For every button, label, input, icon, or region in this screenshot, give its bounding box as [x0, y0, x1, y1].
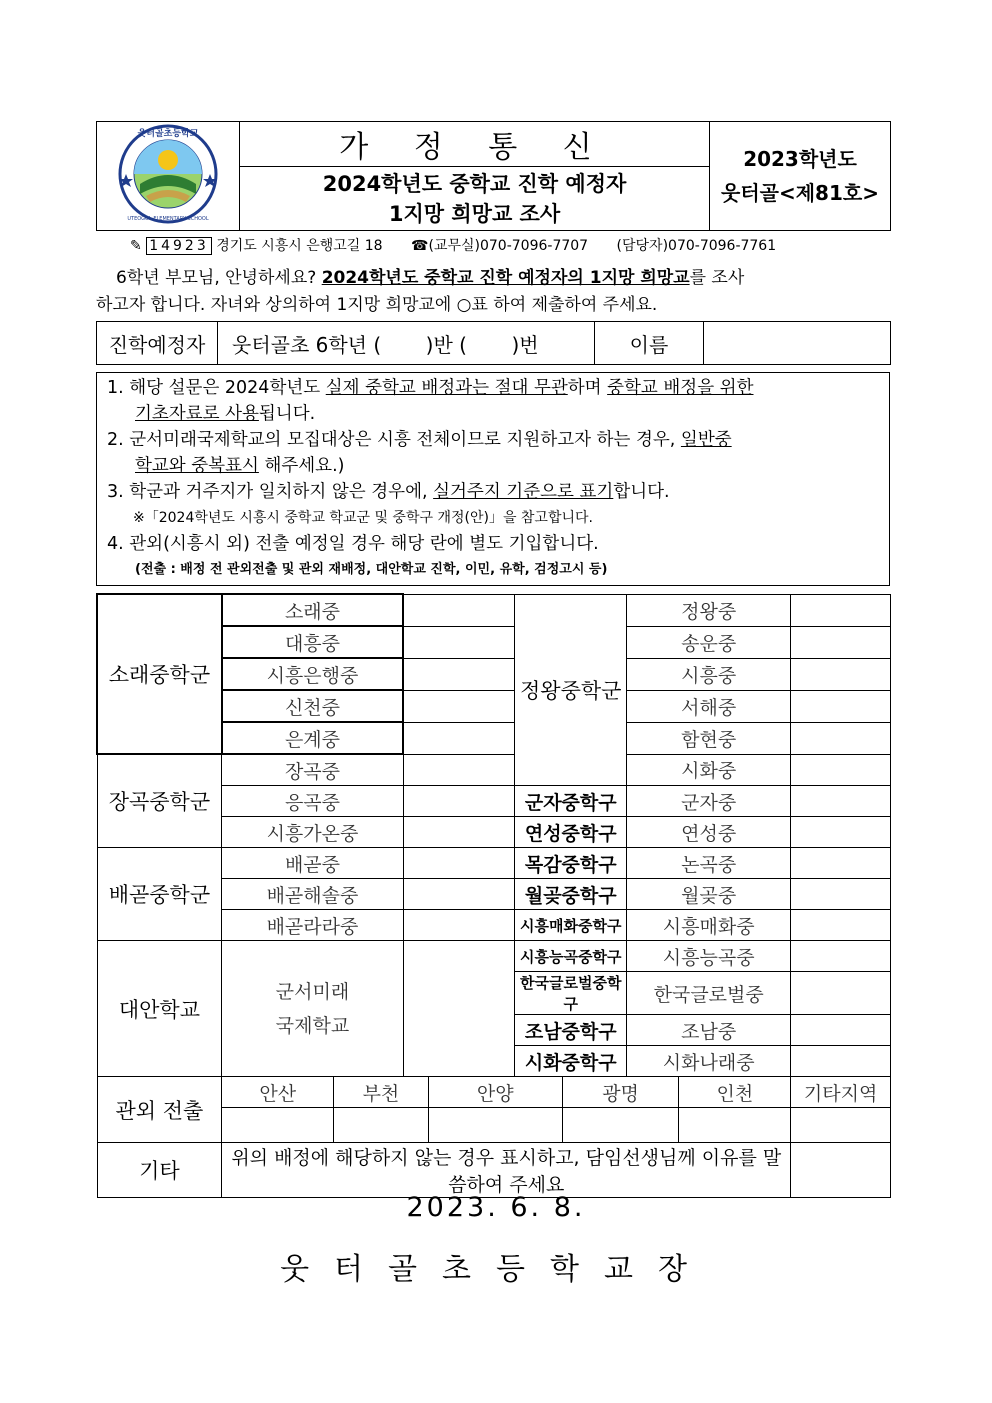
address-line	[130, 235, 890, 255]
school-name: 군자중	[627, 786, 791, 817]
logo-text-top: 웃터골초등학교	[137, 129, 199, 139]
notice-1f: 됩니다.	[258, 404, 316, 424]
region-name: 부천	[334, 1077, 429, 1108]
district-name: 시흥능곡중학구	[515, 941, 627, 972]
group-jeongwang: 정왕중학군	[515, 594, 627, 786]
choice-cell[interactable]	[403, 817, 515, 848]
school-name: 조남중	[627, 1015, 791, 1046]
phone-office: (교무실)070-7096-7707	[428, 238, 589, 254]
alt-school-name	[222, 941, 403, 1077]
choice-cell[interactable]	[403, 594, 515, 626]
district-name: 조남중학구	[515, 1015, 627, 1046]
intro-paragraph	[96, 265, 893, 319]
name-label: 이름	[595, 322, 704, 365]
phone-icon: ☎	[411, 238, 429, 254]
region-input[interactable]	[428, 1108, 562, 1143]
postcode: 14923	[146, 237, 212, 255]
school-name: 송운중	[627, 626, 791, 658]
intro-text-a: 6학년 부모님, 안녕하세요?	[116, 268, 322, 288]
notice-4: 4. 관외(시흥시 외) 전출 예정일 경우 해당 란에 별도 기입합니다.	[107, 534, 599, 554]
group-baegot: 배곧중학군	[97, 848, 222, 941]
other-label: 기타	[97, 1143, 222, 1198]
school-name: 시흥은행중	[222, 658, 403, 690]
choice-cell[interactable]	[791, 658, 891, 690]
choice-cell[interactable]	[791, 786, 891, 817]
choice-cell[interactable]	[791, 754, 891, 786]
school-name: 한국글로벌중	[627, 972, 791, 1015]
intro-text-b: 2024학년도 중학교 진학 예정자의 1지망 희망교	[321, 268, 690, 288]
school-name: 서해중	[627, 690, 791, 722]
school-name: 월곶중	[627, 879, 791, 910]
issue-info	[710, 122, 891, 231]
school-name: 배곧중	[222, 848, 403, 879]
choice-cell[interactable]	[791, 1015, 891, 1046]
region-input[interactable]	[222, 1108, 334, 1143]
notice-3-note: ※「2024학년도 시흥시 중학교 학교군 및 중학구 개정(안)」을 참고합니다.	[133, 510, 593, 526]
group-jangok: 장곡중학군	[97, 754, 222, 848]
issue-number: 웃터골<제81호>	[721, 181, 879, 205]
notice-box	[96, 372, 890, 586]
region-input[interactable]	[334, 1108, 429, 1143]
school-year: 2023학년도	[743, 147, 857, 171]
school-logo-cell	[97, 122, 240, 231]
choice-cell[interactable]	[403, 848, 515, 879]
choice-cell[interactable]	[791, 848, 891, 879]
school-name: 논곡중	[627, 848, 791, 879]
notice-1a: 1. 해당 설문은 2024학년도	[107, 378, 326, 398]
issue-date: 2023. 6. 8.	[406, 1192, 586, 1223]
student-info-table	[96, 321, 891, 365]
school-name: 시흥가온중	[222, 817, 403, 848]
group-sorae: 소래중학군	[97, 594, 222, 754]
choice-cell[interactable]	[403, 626, 515, 658]
notice-1c: 하며	[567, 378, 608, 398]
district-name: 목감중학구	[515, 848, 627, 879]
school-name: 장곡중	[222, 754, 403, 786]
school-name: 응곡중	[222, 786, 403, 817]
choice-cell[interactable]	[403, 879, 515, 910]
district-name: 군자중학구	[515, 786, 627, 817]
choice-cell[interactable]	[791, 1046, 891, 1077]
notice-3b: 실거주지 기준으로 표기	[433, 482, 614, 502]
school-name: 시화나래중	[627, 1046, 791, 1077]
choice-cell[interactable]	[791, 626, 891, 658]
notice-3c: 합니다.	[613, 482, 670, 502]
notice-1d: 중학교 배정을 위한	[607, 378, 754, 398]
school-choice-table	[96, 593, 891, 1198]
notice-1e: 기초자료로 사용	[135, 404, 259, 424]
choice-cell[interactable]	[403, 690, 515, 722]
choice-cell[interactable]	[403, 786, 515, 817]
choice-cell[interactable]	[791, 879, 891, 910]
region-name: 광명	[562, 1077, 679, 1108]
phone-person: (담당자)070-7096-7761	[616, 238, 777, 254]
principal-signature: 웃터골초등학교장	[280, 1252, 712, 1287]
notice-3a: 3. 학군과 거주지가 일치하지 않은 경우에,	[107, 482, 434, 502]
choice-cell[interactable]	[791, 941, 891, 972]
school-name: 신천중	[222, 690, 403, 722]
district-name: 연성중학구	[515, 817, 627, 848]
class-number-field[interactable]: 웃터골초 6학년 ( )반 ( )번	[218, 322, 595, 365]
subtitle-line-1: 2024학년도 중학교 진학 예정자	[322, 171, 627, 196]
region-input[interactable]	[562, 1108, 679, 1143]
school-name: 정왕중	[627, 594, 791, 626]
choice-cell[interactable]	[403, 754, 515, 786]
notice-2c: 학교와 중복표시	[135, 456, 259, 476]
street-address: 경기도 시흥시 은행고길 18	[216, 238, 383, 254]
choice-cell[interactable]	[791, 690, 891, 722]
student-label: 진학예정자	[97, 322, 218, 365]
header-table	[96, 121, 891, 231]
group-alternative: 대안학교	[97, 941, 222, 1077]
region-name: 기타지역	[791, 1077, 891, 1108]
choice-cell[interactable]	[791, 817, 891, 848]
region-input[interactable]	[679, 1108, 791, 1143]
choice-cell[interactable]	[791, 910, 891, 941]
choice-cell[interactable]	[403, 910, 515, 941]
school-name: 배곧해솔중	[222, 879, 403, 910]
school-logo-icon	[116, 122, 220, 226]
alt-school-line-2: 국제학교	[275, 1014, 350, 1037]
school-name: 은계중	[222, 722, 403, 754]
logo-text-bottom: UTEOGOL ELEMENTARY SCHOOL	[127, 216, 209, 222]
school-name: 대흥중	[222, 626, 403, 658]
region-name: 안산	[222, 1077, 334, 1108]
intro-text-line2: 하고자 합니다. 자녀와 상의하여 1지망 희망교에 ○표 하여 제출하여 주세요.	[96, 295, 658, 315]
region-input[interactable]	[791, 1108, 891, 1143]
district-name: 한국글로벌중학구	[515, 972, 627, 1015]
school-name: 시흥중	[627, 658, 791, 690]
notice-1b: 실제 중학교 배정과는 절대 무관	[325, 378, 568, 398]
intro-text-c: 를 조사	[689, 268, 745, 288]
other-input[interactable]	[791, 1143, 891, 1198]
choice-cell[interactable]	[791, 722, 891, 754]
school-name: 시흥능곡중	[627, 941, 791, 972]
district-name: 월곶중학구	[515, 879, 627, 910]
transfer-label: 관외 전출	[97, 1077, 222, 1143]
school-name: 소래중	[222, 594, 403, 626]
school-name: 시화중	[627, 754, 791, 786]
name-field[interactable]	[704, 322, 891, 365]
choice-cell[interactable]	[791, 594, 891, 626]
school-name: 시흥매화중	[627, 910, 791, 941]
school-name: 연성중	[627, 817, 791, 848]
region-name: 인천	[679, 1077, 791, 1108]
district-name: 시화중학구	[515, 1046, 627, 1077]
choice-cell[interactable]	[403, 941, 515, 1077]
choice-cell[interactable]	[791, 972, 891, 1015]
choice-cell[interactable]	[403, 658, 515, 690]
other-description: 위의 배정에 해당하지 않는 경우 표시하고, 담임선생님께 이유를 말씀하여 주세요	[222, 1143, 791, 1198]
notice-4-note: (전출 : 배정 전 관외전출 및 관외 재배정, 대안학교 진학, 이민, 유학, 검정고시 등)	[135, 562, 608, 577]
subtitle-line-2: 1지망 희망교 조사	[388, 201, 561, 226]
alt-school-line-1: 군서미래	[275, 980, 350, 1003]
mail-icon: ✎	[130, 238, 142, 254]
school-name: 함현중	[627, 722, 791, 754]
district-name: 시흥매화중학구	[515, 910, 627, 941]
notice-2a: 2. 군서미래국제학교의 모집대상은 시흥 전체이므로 지원하고자 하는 경우,	[107, 430, 681, 450]
notice-2d: 해주세요.)	[258, 456, 345, 476]
region-name: 안양	[428, 1077, 562, 1108]
school-name: 배곧라라중	[222, 910, 403, 941]
notice-2b: 일반중	[680, 430, 732, 450]
choice-cell[interactable]	[403, 722, 515, 754]
page-subtitle	[240, 167, 710, 231]
page-title: 가 정 통 신	[240, 122, 710, 167]
